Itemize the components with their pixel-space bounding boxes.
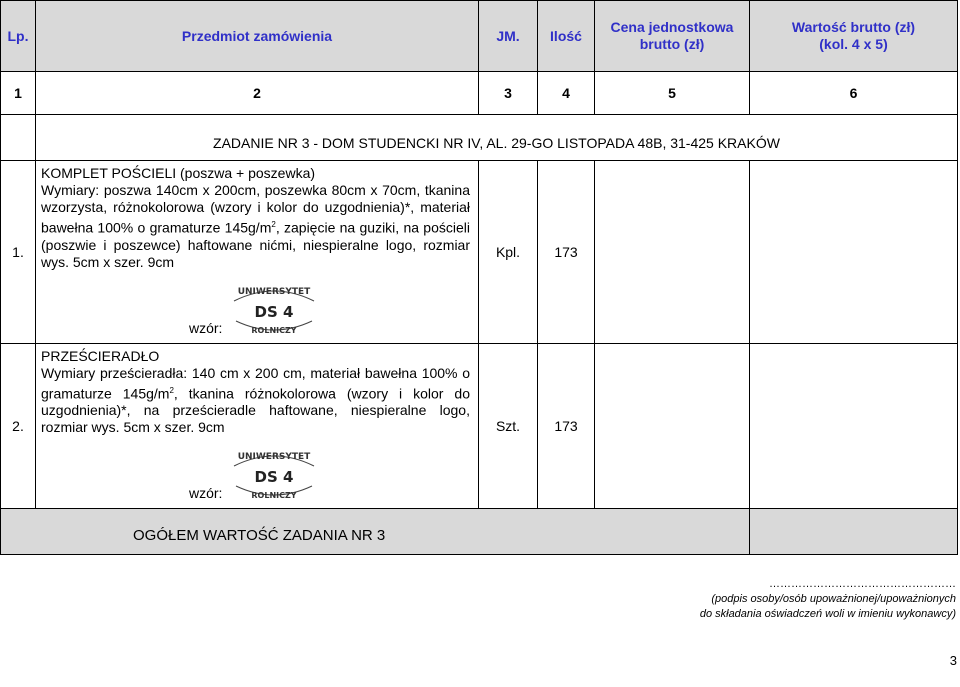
item-description [36, 161, 479, 344]
header-unit-price-line2: brutto (zł) [639, 36, 705, 52]
header-value [750, 1, 958, 72]
header-unit: JM. [479, 1, 538, 72]
total-label: OGÓŁEM WARTOŚĆ ZADANIA NR 3 [1, 509, 750, 555]
table-row [1, 343, 958, 509]
stamp-top-text: UNIWERSYTET [238, 452, 311, 463]
header-value-line2: (kol. 4 x 5) [819, 36, 888, 52]
signature-block [700, 577, 956, 622]
header-qty: Ilość [538, 1, 595, 72]
column-number: 2 [36, 72, 479, 115]
item-lp: 2. [1, 343, 36, 509]
column-number: 3 [479, 72, 538, 115]
item-desc-superscript: 2 [271, 220, 276, 229]
stamp-middle-text: DS 4 [254, 302, 294, 321]
task-title: ZADANIE NR 3 - DOM STUDENCKI NR IV, AL. 29-GO LISTOPADA 48B, 31-425 KRAKÓW [36, 115, 958, 161]
pattern-row [41, 442, 470, 506]
item-title: KOMPLET POŚCIELI [41, 165, 177, 181]
item-desc-text-cont: , zapięcie na guziki, na pościeli (poszwie i poszewce) haftowane nićmi, niespieralne logo, rozmiar wys. 5cm x szer. 9cm [41, 219, 470, 270]
column-number: 6 [750, 72, 958, 115]
item-desc-text: Wymiary prześcieradła: 140 cm x 200 cm, materiał bawełna 100% o gramaturze 145g/m [41, 364, 470, 402]
table-header-row [1, 1, 958, 72]
item-title: PRZEŚCIERADŁO [41, 347, 160, 364]
item-value [750, 161, 958, 344]
item-unit-price [595, 161, 750, 344]
stamp-middle-text: DS 4 [254, 468, 294, 487]
item-unit: Kpl. [479, 161, 538, 344]
pattern-label: wzór: [189, 319, 223, 336]
item-title-suffix: (poszwa + poszewka) [176, 165, 316, 181]
table-row [1, 161, 958, 344]
header-item: Przedmiot zamówienia [36, 1, 479, 72]
signature-caption-line2: do składania oświadczeń woli w imieniu wykonawcy) [699, 608, 956, 620]
total-row [1, 509, 958, 555]
stamp-top-text: UNIWERSYTET [238, 286, 311, 297]
stamp-bottom-text: ROLNICZY [251, 491, 298, 501]
column-number: 4 [538, 72, 595, 115]
header-unit-price [595, 1, 750, 72]
task-title-row [1, 115, 958, 161]
item-desc-superscript: 2 [169, 385, 174, 395]
column-number-row [1, 72, 958, 115]
item-desc-text: Wymiary: poszwa 140cm x 200cm, poszewka 80cm x 70cm, tkanina wzorzysta, różnokolorowa (wzory i kolor do uzgodnienia)*, materiał bawełna 100% o gramaturze 145g/m [41, 182, 470, 236]
total-value [750, 509, 958, 555]
item-value [750, 343, 958, 509]
signature-caption-line1: (podpis osoby/osób upoważnionej/upoważnionych [711, 593, 956, 605]
header-value-line1: Wartość brutto (zł) [791, 19, 916, 35]
signature-line: …………………………………………… [769, 578, 956, 590]
item-description [36, 343, 479, 509]
item-unit: Szt. [479, 343, 538, 509]
column-number: 1 [1, 72, 36, 115]
pattern-label: wzór: [189, 485, 223, 502]
logo-stamp-image [228, 279, 320, 341]
header-unit-price-line1: Cena jednostkowa [610, 19, 734, 35]
item-qty: 173 [538, 161, 595, 344]
logo-stamp-image [228, 444, 320, 506]
item-lp: 1. [1, 161, 36, 344]
page-number: 3 [949, 653, 957, 668]
item-desc-text-cont: , tkanina różnokolorowa (wzory i kolor do uzgodnienia)*, na prześcieradle haftowane, niespieralne logo, rozmiar wys. 5cm x szer. 9cm [41, 385, 470, 436]
stamp-bottom-text: ROLNICZY [251, 325, 298, 335]
pattern-row [41, 277, 470, 341]
item-qty: 173 [538, 343, 595, 509]
column-number: 5 [595, 72, 750, 115]
header-lp: Lp. [1, 1, 36, 72]
item-unit-price [595, 343, 750, 509]
